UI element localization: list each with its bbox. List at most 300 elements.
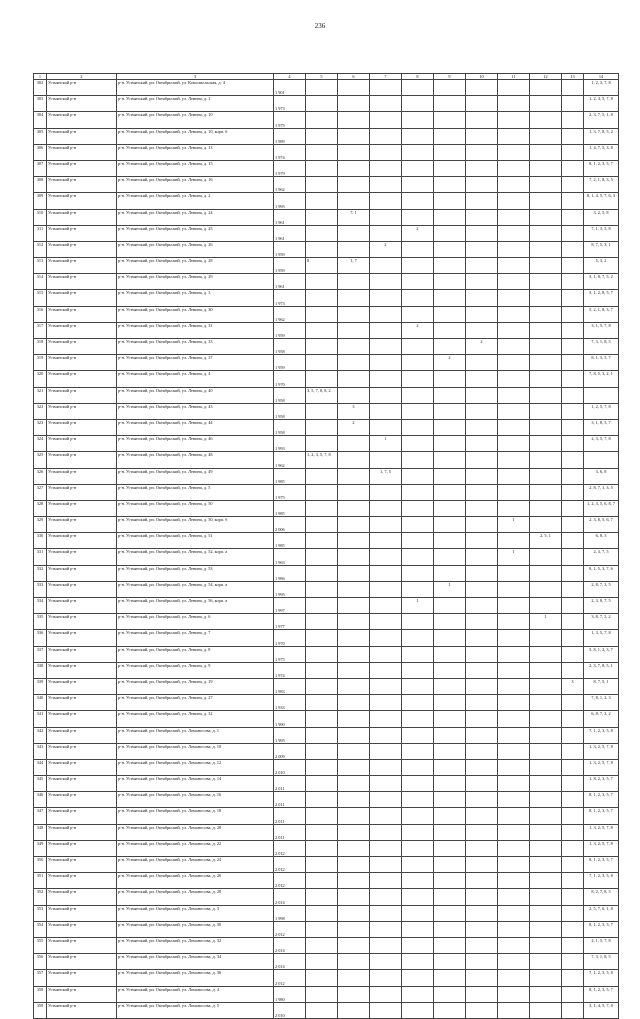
table-row [34,792,619,808]
cell-col-13 [562,743,584,759]
cell-col-13 [562,500,584,516]
cell-col-5 [306,160,338,176]
cell-col-9 [434,824,466,840]
cell-year-built: 1 998 [274,905,306,921]
cell-address: р-н. Устьянский, рп. Октябрьский, ул. Ломоносова, д. 32 [117,937,274,953]
cell-row-number: 356 [34,954,47,970]
cell-col-9 [434,630,466,646]
cell-col-13 [562,1002,584,1018]
cell-address: р-н. Устьянский, рп. Октябрьский, ул. Ломоносова, д. 10 [117,743,274,759]
cell-year-built: 1 970 [274,371,306,387]
cell-col-7 [370,662,402,678]
cell-col-5 [306,436,338,452]
cell-col-7 [370,792,402,808]
table-row [34,96,619,112]
cell-district: Устьянский р-н [47,533,117,549]
cell-col-9 [434,306,466,322]
cell-col-11 [498,614,530,630]
cell-col-10: 2 [466,339,498,355]
cell-year-built: 1 961 [274,274,306,290]
cell-row-number: 315 [34,290,47,306]
cell-district: Устьянский р-н [47,128,117,144]
cell-col-10 [466,598,498,614]
cell-col-8 [402,80,434,96]
cell-col-12 [530,695,562,711]
cell-col-6 [338,355,370,371]
cell-col-7: 2 [370,241,402,257]
cell-col-7 [370,921,402,937]
cell-col-5 [306,824,338,840]
cell-year-built: 2 009 [274,743,306,759]
cell-col-7 [370,387,402,403]
cell-col-14: 1, 2, 3, 7, 8 [584,80,619,96]
cell-col-12 [530,630,562,646]
cell-col-8 [402,339,434,355]
cell-col-7 [370,598,402,614]
cell-address: р-н. Устьянский, рп. Октябрьский, ул. Ленина, д. 1 [117,96,274,112]
table-row [34,306,619,322]
cell-col-12 [530,436,562,452]
cell-col-6 [338,565,370,581]
cell-district: Устьянский р-н [47,452,117,468]
table-row [34,937,619,953]
table-row [34,970,619,986]
cell-district: Устьянский р-н [47,355,117,371]
cell-col-6 [338,500,370,516]
cell-row-number: 317 [34,322,47,338]
cell-address: р-н. Устьянский, рп. Октябрьский, ул. Ленина, д. 49 [117,468,274,484]
cell-address: р-н. Устьянский, рп. Октябрьский, ул. Ленина, д. 10 [117,112,274,128]
cell-district: Устьянский р-н [47,743,117,759]
cell-col-12 [530,96,562,112]
cell-col-6: 7, 1 [338,209,370,225]
cell-col-11 [498,209,530,225]
cell-col-7 [370,355,402,371]
cell-col-9 [434,662,466,678]
cell-col-8 [402,241,434,257]
cell-col-12 [530,177,562,193]
column-header-2: 2 [47,74,117,80]
cell-col-7 [370,193,402,209]
cell-col-12 [530,711,562,727]
cell-year-built: 1 993 [274,436,306,452]
table-row [34,160,619,176]
cell-district: Устьянский р-н [47,662,117,678]
table-row [34,840,619,856]
cell-year-built: 1 959 [274,258,306,274]
cell-col-13 [562,468,584,484]
cell-col-8: 1 [402,598,434,614]
cell-address: р-н. Устьянский, рп. Октябрьский, ул. Ленина, д. 28 [117,258,274,274]
cell-year-built: 2 010 [274,1002,306,1018]
cell-col-10 [466,646,498,662]
table-row [34,630,619,646]
cell-address: р-н. Устьянский, рп. Октябрьский, ул. Ленина, д. 50, корп. б [117,517,274,533]
cell-col-12 [530,646,562,662]
cell-year-built: 1 901 [274,80,306,96]
cell-col-7 [370,160,402,176]
cell-col-11 [498,177,530,193]
cell-col-11 [498,792,530,808]
cell-col-11 [498,225,530,241]
cell-col-13 [562,160,584,176]
cell-col-7 [370,873,402,889]
cell-col-10 [466,678,498,694]
cell-col-8 [402,873,434,889]
cell-address: р-н. Устьянский, рп. Октябрьский, ул. Ленина, д. 32 [117,711,274,727]
cell-address: р-н. Устьянский, рп. Октябрьский, ул. Ломоносова, д. 28 [117,889,274,905]
cell-year-built: 1 980 [274,986,306,1002]
cell-col-11 [498,274,530,290]
cell-col-10 [466,549,498,565]
cell-col-10 [466,662,498,678]
cell-col-11 [498,873,530,889]
cell-col-9 [434,646,466,662]
cell-address: р-н. Устьянский, рп. Октябрьский, ул. Ленина, д. 44 [117,419,274,435]
cell-col-6 [338,533,370,549]
cell-col-6 [338,436,370,452]
table-row [34,80,619,96]
cell-col-8: 2 [402,225,434,241]
cell-col-14: 1, 3, 5, 7, 8 [584,630,619,646]
cell-col-13 [562,711,584,727]
cell-col-6 [338,905,370,921]
table-row [34,549,619,565]
cell-row-number: 319 [34,355,47,371]
cell-col-5 [306,614,338,630]
cell-year-built: 1 974 [274,662,306,678]
cell-col-7 [370,209,402,225]
cell-col-10 [466,322,498,338]
cell-col-10 [466,96,498,112]
cell-col-5 [306,743,338,759]
table-row [34,128,619,144]
cell-col-6 [338,792,370,808]
cell-year-built: 2 011 [274,808,306,824]
cell-col-7 [370,630,402,646]
cell-col-6 [338,112,370,128]
column-header-12: 12 [530,74,562,80]
cell-col-5 [306,921,338,937]
cell-year-built: 2 012 [274,840,306,856]
cell-col-6 [338,225,370,241]
cell-row-number: 349 [34,840,47,856]
cell-col-7 [370,905,402,921]
cell-row-number: 352 [34,889,47,905]
cell-col-14: 7, 8, 5, 3, 2, 1 [584,371,619,387]
cell-col-8 [402,274,434,290]
cell-col-13 [562,484,584,500]
cell-col-10 [466,873,498,889]
cell-col-11 [498,112,530,128]
cell-col-11 [498,695,530,711]
cell-col-14: 2, 3, 8, 7, 5 [584,598,619,614]
cell-col-11 [498,419,530,435]
cell-district: Устьянский р-н [47,339,117,355]
cell-district: Устьянский р-н [47,759,117,775]
cell-address: р-н. Устьянский, рп. Октябрьский, ул. Ленина, д. 51 [117,533,274,549]
cell-col-13 [562,290,584,306]
cell-year-built: 2 011 [274,776,306,792]
cell-col-11: 1 [498,549,530,565]
table-row [34,824,619,840]
cell-col-7: 1 [370,436,402,452]
cell-col-11 [498,468,530,484]
table-row [34,695,619,711]
column-header-10: 10 [466,74,498,80]
cell-col-7 [370,306,402,322]
cell-district: Устьянский р-н [47,500,117,516]
cell-year-built: 2 010 [274,759,306,775]
cell-col-9 [434,889,466,905]
cell-row-number: 353 [34,905,47,921]
cell-col-5 [306,339,338,355]
cell-col-11 [498,144,530,160]
cell-col-14: 7, 1, 2, 3, 5, 8 [584,970,619,986]
cell-district: Устьянский р-н [47,792,117,808]
cell-col-6 [338,144,370,160]
cell-col-11 [498,970,530,986]
table-row [34,209,619,225]
cell-address: р-н. Устьянский, рп. Октябрьский, ул. Ленина, д. 48 [117,452,274,468]
cell-col-9 [434,258,466,274]
cell-district: Устьянский р-н [47,306,117,322]
cell-col-6: 2 [338,419,370,435]
cell-col-7 [370,1002,402,1018]
cell-col-14: 1, 3, 2, 5, 7, 8 [584,759,619,775]
cell-address: р-н. Устьянский, рп. Октябрьский, ул. Ленина, д. 7 [117,630,274,646]
cell-col-8 [402,808,434,824]
cell-col-13 [562,986,584,1002]
cell-col-13 [562,306,584,322]
cell-row-number: 357 [34,970,47,986]
cell-col-12 [530,792,562,808]
table-row [34,225,619,241]
cell-col-11 [498,160,530,176]
cell-col-12 [530,258,562,274]
cell-col-8 [402,128,434,144]
cell-col-13 [562,776,584,792]
cell-col-6 [338,678,370,694]
cell-col-7 [370,371,402,387]
cell-district: Устьянский р-н [47,419,117,435]
cell-row-number: 347 [34,808,47,824]
cell-col-14: 7, 3, 1, 8, 5 [584,339,619,355]
cell-col-8 [402,484,434,500]
cell-row-number: 311 [34,225,47,241]
cell-col-7 [370,614,402,630]
cell-address: р-н. Устьянский, рп. Октябрьский, ул. Ленина, д. 8 [117,646,274,662]
cell-col-9 [434,533,466,549]
cell-col-9 [434,436,466,452]
cell-col-7 [370,96,402,112]
table-row [34,565,619,581]
cell-address: р-н. Устьянский, рп. Октябрьский, ул. Ленина, д. 56, корп. а [117,598,274,614]
cell-col-10 [466,500,498,516]
cell-col-10 [466,274,498,290]
cell-col-11 [498,371,530,387]
cell-col-10 [466,436,498,452]
cell-district: Устьянский р-н [47,840,117,856]
cell-col-8 [402,258,434,274]
cell-col-11 [498,598,530,614]
cell-col-13 [562,371,584,387]
cell-col-7 [370,986,402,1002]
cell-col-7 [370,808,402,824]
cell-col-12: 2, 5, 1 [530,533,562,549]
cell-col-8 [402,889,434,905]
cell-col-8 [402,954,434,970]
cell-col-8 [402,776,434,792]
cell-col-14: 1, 8, 2, 3, 5, 7 [584,776,619,792]
cell-address: р-н. Устьянский, рп. Октябрьский, ул. Ленина, д. 33 [117,339,274,355]
cell-col-6 [338,387,370,403]
cell-row-number: 326 [34,468,47,484]
cell-col-12 [530,468,562,484]
cell-col-11 [498,96,530,112]
cell-col-7 [370,857,402,873]
cell-col-5 [306,322,338,338]
cell-col-9 [434,468,466,484]
cell-row-number: 307 [34,160,47,176]
cell-col-12 [530,419,562,435]
cell-col-10 [466,468,498,484]
cell-col-7 [370,776,402,792]
cell-year-built: 2 014 [274,937,306,953]
cell-col-10 [466,112,498,128]
cell-col-6 [338,339,370,355]
cell-col-11 [498,241,530,257]
table-row [34,452,619,468]
cell-row-number: 318 [34,339,47,355]
cell-col-11 [498,711,530,727]
cell-col-10 [466,517,498,533]
cell-col-6 [338,80,370,96]
table-row [34,711,619,727]
cell-col-9 [434,873,466,889]
cell-year-built: 1 958 [274,387,306,403]
cell-col-12 [530,128,562,144]
cell-col-6 [338,371,370,387]
cell-col-13 [562,549,584,565]
cell-col-12 [530,80,562,96]
cell-col-14: 1, 2, 4, 5, 7, 8 [584,96,619,112]
cell-col-11 [498,954,530,970]
cell-col-9 [434,695,466,711]
cell-col-12 [530,290,562,306]
table-row [34,808,619,824]
cell-col-9 [434,614,466,630]
cell-address: р-н. Устьянский, рп. Октябрьский, ул. Ломоносова, д. 1 [117,727,274,743]
cell-col-6 [338,598,370,614]
cell-col-10 [466,177,498,193]
cell-col-5 [306,678,338,694]
cell-col-7 [370,727,402,743]
column-header-9: 9 [434,74,466,80]
cell-col-12 [530,371,562,387]
cell-col-13 [562,808,584,824]
cell-col-11 [498,484,530,500]
cell-col-11 [498,840,530,856]
cell-col-5 [306,662,338,678]
cell-year-built: 2 012 [274,921,306,937]
cell-col-9 [434,322,466,338]
cell-col-12 [530,500,562,516]
housing-register-table [33,73,619,1019]
cell-col-9 [434,776,466,792]
cell-col-14: 1, 3, 2, 5, 7, 8 [584,824,619,840]
table-row [34,468,619,484]
cell-address: р-н. Устьянский, рп. Октябрьский, ул. Ленина, д. 6 [117,614,274,630]
cell-row-number: 327 [34,484,47,500]
cell-col-12 [530,517,562,533]
cell-col-7 [370,452,402,468]
table-row [34,193,619,209]
cell-address: р-н. Устьянский, рп. Октябрьский, ул. Ленина, д. 4 [117,371,274,387]
cell-col-14: 3, 6, 8 [584,468,619,484]
cell-district: Устьянский р-н [47,581,117,597]
cell-address: р-н. Устьянский, рп. Октябрьский, ул. Ленина, д. 27 [117,695,274,711]
cell-col-13 [562,598,584,614]
cell-col-14: 1, 4, 7, 5, 3, 8 [584,144,619,160]
cell-col-8 [402,937,434,953]
cell-col-10 [466,937,498,953]
cell-col-13 [562,355,584,371]
table-row [34,743,619,759]
cell-row-number: 355 [34,937,47,953]
cell-address: р-н. Устьянский, рп. Октябрьский, ул. Ломоносова, д. 22 [117,840,274,856]
cell-row-number: 322 [34,403,47,419]
cell-address: р-н. Устьянский, рп. Октябрьский, ул. Ленина, д. 46 [117,436,274,452]
cell-col-12 [530,662,562,678]
cell-district: Устьянский р-н [47,954,117,970]
cell-col-14: 2, 3, 7, 8, 5, 1 [584,662,619,678]
cell-year-built: 2 012 [274,970,306,986]
cell-col-13 [562,452,584,468]
cell-col-5 [306,954,338,970]
cell-col-7 [370,840,402,856]
cell-col-5 [306,241,338,257]
table-row [34,727,619,743]
cell-row-number: 334 [34,598,47,614]
cell-col-5 [306,792,338,808]
cell-district: Устьянский р-н [47,549,117,565]
cell-col-10 [466,986,498,1002]
cell-row-number: 346 [34,792,47,808]
cell-district: Устьянский р-н [47,290,117,306]
cell-col-6 [338,1002,370,1018]
cell-col-12 [530,209,562,225]
cell-col-7 [370,403,402,419]
cell-row-number: 337 [34,646,47,662]
table-row [34,776,619,792]
cell-col-14: 3, 1, 2, 8, 5, 7 [584,290,619,306]
cell-col-13 [562,274,584,290]
cell-col-5: 1, 2, 3, 5, 7, 8 [306,452,338,468]
cell-district: Устьянский р-н [47,905,117,921]
table-row [34,290,619,306]
cell-row-number: 305 [34,128,47,144]
cell-col-7 [370,177,402,193]
cell-col-7: 1, 7, 5 [370,468,402,484]
column-header-13: 13 [562,74,584,80]
cell-col-9: 1 [434,581,466,597]
cell-col-12 [530,776,562,792]
cell-col-13: 3 [562,678,584,694]
cell-col-14: 8, 7, 5, 3, 1 [584,241,619,257]
table-row [34,403,619,419]
cell-col-8 [402,792,434,808]
